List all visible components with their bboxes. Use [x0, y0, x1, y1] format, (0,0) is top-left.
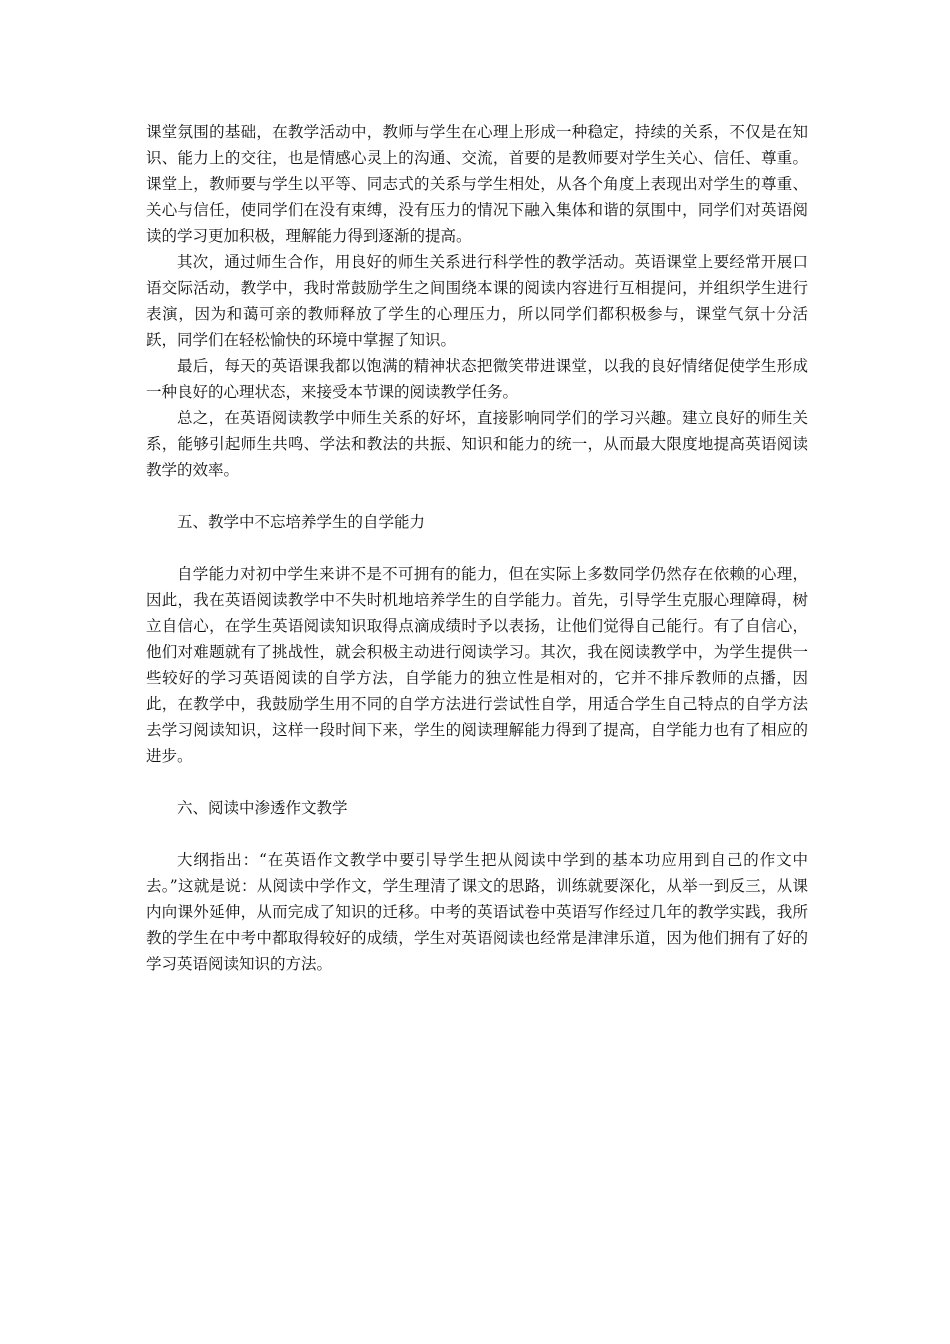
paragraph-cooperation: 其次，通过师生合作，用良好的师生关系进行科学性的教学活动。英语课堂上要经常开展口语交际活动，教学中，我时常鼓励学生之间围绕本课的阅读内容进行互相提问，并组织学生进行表演，因为和蔼可亲的教师释放了学生的心理压力，所以同学们都积极参与，课堂气氛十分活跃，同学们在轻松愉快的环境中掌握了知识。	[146, 253, 808, 349]
section-heading-self-study: 五、教学中不忘培养学生的自学能力	[177, 513, 426, 531]
spacer	[146, 821, 808, 847]
paragraph-teacher-student-relationship: 课堂氛围的基础，在教学活动中，教师与学生在心理上形成一种稳定，持续的关系，不仅是在知识、能力上的交往，也是情感心灵上的沟通、交流，首要的是教师要对学生关心、信任、尊重。课堂上，教师要与学生以平等、同志式的关系与学生相处，从各个角度上表现出对学生的尊重、关心与信任，使同学们在没有束缚，没有压力的情况下融入集体和谐的氛围中，同学们对英语阅读的学习更加积极，理解能力得到逐渐的提高。	[146, 123, 808, 245]
spacer	[146, 535, 808, 561]
spacer	[146, 769, 808, 795]
spacer	[146, 483, 808, 509]
paragraph-finally: 最后，每天的英语课我都以饱满的精神状态把微笑带进课堂，以我的良好情绪促使学生形成一种良好的心理状态，来接受本节课的阅读教学任务。	[146, 357, 808, 401]
document-body	[146, 119, 808, 977]
paragraph-self-study: 自学能力对初中学生来讲不是不可拥有的能力，但在实际上多数同学仍然存在依赖的心理，因此，我在英语阅读教学中不失时机地培养学生的自学能力。首先，引导学生克服心理障碍，树立自信心，在学生英语阅读知识取得点滴成绩时予以表扬，让他们觉得自己能行。有了自信心，他们对难题就有了挑战性，就会积极主动进行阅读学习。其次，我在阅读教学中，为学生提供一些较好的学习英语阅读的自学方法，自学能力的独立性是相对的，它并不排斥教师的点播，因此，在教学中，我鼓励学生用不同的自学方法进行尝试性自学，用适合学生自己特点的自学方法去学习阅读知识，这样一段时间下来，学生的阅读理解能力得到了提高，自学能力也有了相应的进步。	[146, 565, 808, 765]
paragraph-summary: 总之，在英语阅读教学中师生关系的好坏，直接影响同学们的学习兴趣。建立良好的师生关系，能够引起师生共鸣、学法和教法的共振、知识和能力的统一，从而最大限度地提高英语阅读教学的效率。	[146, 409, 808, 479]
paragraph-writing: 大纲指出：“在英语作文教学中要引导学生把从阅读中学到的基本功应用到自己的作文中去。”这就是说：从阅读中学作文，学生理清了课文的思路，训练就要深化，从举一到反三，从课内向课外延伸，从而完成了知识的迁移。中考的英语试卷中英语写作经过几年的教学实践，我所教的学生在中考中都取得较好的成绩，学生对英语阅读也经常是津津乐道，因为他们拥有了好的学习英语阅读知识的方法。	[146, 851, 808, 973]
section-heading-writing: 六、阅读中渗透作文教学	[177, 799, 348, 817]
